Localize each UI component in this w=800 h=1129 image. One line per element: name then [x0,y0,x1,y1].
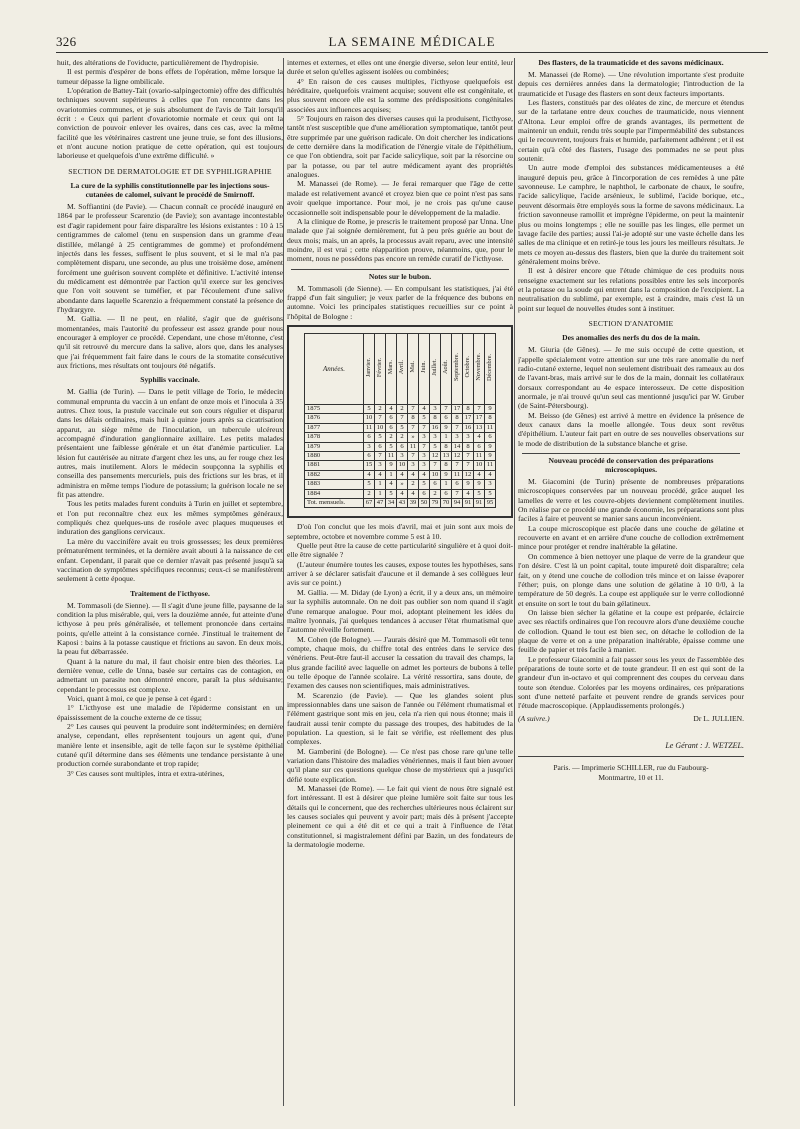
table-row [305,423,496,432]
count-cell: 3 [397,451,408,460]
count-cell: 2 [408,480,419,489]
paragraph: M. Tommasoli (de Sienne). — En compulsant les statistiques, j'ai été frappé d'un fait singulier; je veux parler de la fréquence des bubons en automne. Voici les principales statistiques recueillies sur ce point à l'hôpital de Bologne : [287,283,513,321]
count-cell: 11 [386,451,397,460]
count-cell: 67 [364,499,375,508]
count-cell: 2 [386,433,397,442]
count-cell: 5 [419,480,430,489]
article-heading: Nouveau procédé de conservation des préparations microscopiques. [522,453,740,474]
count-cell: 6 [375,442,386,451]
count-cell: 6 [452,480,463,489]
count-cell: 12 [452,451,463,460]
table-row [305,433,496,442]
count-cell: 9 [441,423,452,432]
count-cell: 3 [452,433,463,442]
year-cell: 1879 [305,442,364,451]
count-cell: 6 [386,414,397,423]
count-cell: 8 [408,414,419,423]
month-label: Novembre. [474,353,482,382]
count-cell: 1 [375,480,386,489]
section-title: SECTION D'ANATOMIE [588,318,674,328]
count-cell: 3 [485,480,496,489]
bubon-statistics-table [304,333,496,508]
count-cell: 4 [408,489,419,498]
month-label: Août. [441,360,449,375]
count-cell: 7 [463,451,474,460]
table-row [305,489,496,498]
column-2 [287,58,513,1108]
paragraph: Voici, quant à moi, ce que je pense à cet égard : [67,693,212,703]
count-cell: 7 [408,451,419,460]
paragraph: 3° Ces causes sont multiples, intra et extra-utérines, [67,768,225,778]
month-label: Juin. [419,361,427,374]
article-heading: La cure de la syphilis constitutionnelle par les injections sous-cutanées de calomel, suivant le procédé de Smirnoff. [70,181,270,200]
count-cell: 3 [463,433,474,442]
month-header [364,333,375,404]
table-row [305,404,496,413]
count-cell: 11 [474,451,485,460]
paragraph: On laisse bien sécher la gélatine et la coupe est préparée, éclaircie avec ses réactifs ordinaires que l'on recouvre alors d'une deuxième couche de collodion. Quand le tout est bien sec, on détache le collodion de la plaque de verre et on a une préparation inaltérable, épaisse comme une feuille de papier et très facile à manier. [518,607,744,655]
month-label: Mars. [386,360,394,375]
paragraph: M. Manassei (de Rome). — Une révolution importante s'est produite depuis ces dernières années dans la dermatologie; l'introduction de la traumaticide et l'usage des flasters en sont deux facteurs importants. [518,70,744,98]
count-cell: 95 [485,499,496,508]
divider [518,756,744,757]
count-cell: 10 [430,470,441,479]
count-cell: 16 [430,423,441,432]
count-cell: 7 [375,451,386,460]
count-cell: 7 [408,404,419,413]
count-cell: 12 [430,451,441,460]
count-cell: 4 [397,470,408,479]
paragraph: M. Gallia. — M. Diday (de Lyon) a écrit, il y a deux ans, un mémoire sur la syphilis automnale. On ne doit pas oublier son nom quand il s'agit d'une remarque analogue. Pour moi, adoptant pleinement les idées du maître lyonnais, j'ai quelques tendances à accuser l'état rhumatismal que l'automne réveille fortement. [287,587,513,635]
paragraph: 4° En raison de ces causes multiples, l'icthyose quelquefois est héréditaire, quelquefois vraiment acquise; souvent elle est congénitale, et plus souvent encore elle est la somme des prédispositions congénitales associées aux influences acquises; [287,76,513,114]
count-cell: 4 [474,433,485,442]
printer-line-2: Montmartre, 10 et 11. [598,772,664,782]
table-row [305,470,496,479]
count-cell: 11 [485,423,496,432]
count-cell: 1 [441,433,452,442]
count-cell: 13 [441,451,452,460]
count-cell: 6 [386,423,397,432]
column-rule [514,58,515,1106]
table-body [305,404,496,507]
article-heading: Des flasters, de la traumaticide et des savons médicinaux. [538,58,724,67]
paragraph: La mère du vaccinifère avait eu trois grossesses; les deux premières prématurément terminées, et la dernière avait abouti à la naissance de cet enfant. Cependant, il parait que ce dernier n'avait pas présenté jusqu'à sa vaccination de symptômes spécifiques reconnus; ceux-ci se manifestèrent seulement à cette époque. [57,536,283,584]
paragraph: Tous les petits malades furent conduits à Turin en juillet et septembre, et l'on put reconnaître chez eux les mêmes symptômes généraux, compliqués chez quelques-uns de roséole avec plaques muqueuses et induration des ganglions cervicaux. [57,499,283,537]
count-cell: 3 [430,404,441,413]
month-label: Juillet. [430,358,438,376]
count-cell: 9 [386,461,397,470]
count-cell: 1 [441,480,452,489]
year-cell: 1882 [305,470,364,479]
count-cell: 91 [463,499,474,508]
year-cell: 1875 [305,404,364,413]
count-cell: 9 [485,404,496,413]
count-cell: 11 [452,470,463,479]
count-cell: 3 [375,461,386,470]
article-heading: Syphilis vaccinale. [140,375,200,385]
month-header [485,333,496,404]
paragraph: M. Manassei (de Rome). — Je ferai remarquer que l'âge de cette malade est relativement avancé et croyez bien que ce point n'est pas sans avoir quelque importance. Pour moi, je ne crois pas qu'une cause occasionnelle soit indispensable pour le développement de la maladie. [287,179,513,217]
paragraph: 1° L'icthyose est une maladie de l'épiderme consistant en un épaississement de la couche externe de ce tissu; [57,703,283,722]
count-cell: 7 [408,423,419,432]
count-cell: 2 [375,404,386,413]
count-cell: 2 [397,433,408,442]
printer-imprint [518,763,744,782]
count-cell: 7 [463,461,474,470]
table-row [305,451,496,460]
month-header [441,333,452,404]
count-cell: 10 [397,461,408,470]
count-cell: 7 [375,414,386,423]
count-cell: 9 [485,442,496,451]
paragraph: D'où l'on conclut que les mois d'avril, mai et juin sont aux mois de septembre, octobre et novembre comme 5 est à 10. [287,522,513,541]
paragraph: Il est permis d'espérer de bons effets de l'opération, même lorsque la tumeur dépasse la ligne ombilicale. [57,67,283,86]
count-cell: 39 [408,499,419,508]
column-rule [283,58,284,1106]
count-cell: 4 [386,404,397,413]
paragraph: La coupe microscopique est placée dans une couche de gélatine et recouverte en avant et en arrière d'une couche de collodion extrêmement mince pour protéger et rendre inaltérable la gélatine. [518,523,744,552]
count-cell: 5 [430,442,441,451]
count-cell: 11 [485,461,496,470]
paragraph: internes et externes, et elles ont une énergie diverse, selon leur entité, leur durée et selon qu'elles agissent isolées ou combinées; [287,58,513,77]
paragraph: M. Manassei (de Rome). — Le fait qui vient de nous être signalé est fort intéressant. Il est à désirer que pleine lumière soit faite sur tous les détails qui le concernent, que des recherches ultérieures nous éclairent sur les causes sociales qui peuvent y avoir part; mais dès à présent j'accepte pleinement ce qui a été dit et ce qui a trait à l'influence de l'état constitutionnel, si magistralement défini par Bazin, un des fondateurs de la dermatologie moderne. [287,784,513,850]
count-cell: 1 [375,489,386,498]
month-header [463,333,474,404]
article-signoff [518,714,744,723]
paragraph: M. Giacomini (de Turin) présente de nombreuses préparations microscopiques conservées par un nouveau procédé, grâce auquel les lamelles de verre et les couvre-objets deviennent complètement inutiles. On réalise par ce procédé une grande économie, les préparations sont plus faciles à faire et peuvent se manier sans aucun inconvénient. [518,477,744,524]
count-cell: 6 [474,442,485,451]
paragraph: A la clinique de Rome, je prescris le traitement proposé par Unna. Une malade que j'ai soignée dernièrement, fut à peu près guérie au bout de deux mois; mais, un an après, la processus avait reparu, avec une intensité moindre, il est vrai ; cette réapparition prouve, néanmoins, que, pour le moment, nous ne possédons pas encore un remède curatif de l'icthyose. [287,216,513,264]
count-cell: 7 [419,442,430,451]
count-cell: 34 [386,499,397,508]
count-cell: 4 [474,470,485,479]
count-cell: 4 [375,470,386,479]
count-cell: 10 [474,461,485,470]
count-cell: 5 [364,404,375,413]
count-cell: 7 [419,423,430,432]
count-cell: 9 [441,470,452,479]
paragraph: On commence à bien nettoyer une plaque de verre de la grandeur que l'on désire. C'est là un point capital, toute impureté doit disparaître; cela fait, on y étend une couche de collodion très mince et on laisse évaporer l'éther; puis, on plonge dans une solution de gélatine à 10 0/0, à la température de 50 degrés. La coupe est appliquée sur le verre collodionné et ensuite on sort le tout du bain gélatineux. [518,551,744,608]
count-cell: 70 [441,499,452,508]
table-header-row [305,333,496,404]
author-signature: Dr L. JULLIEN. [693,713,744,723]
printer-line-1: Paris. — Imprimerie SCHILLER, rue du Faubourg- [553,763,709,773]
paragraph: M. Gallia. — Il ne peut, en réalité, s'agir que de guérisons momentanées, mais l'autorité du professeur est assez grande pour nous encourager à employer ce procédé. Cependant, une chose m'étonne, c'est qu'il sit retrouvé du mercure dans la salive, alors que, dans les analyses que j'ai fréquemment fait faire dans le cours de la stomatite consécutive aux frictions, mes résultats ont toujours été négatifs. [57,314,283,370]
month-header [474,333,485,404]
month-label: Septembre. [452,353,460,382]
count-cell: 2 [397,404,408,413]
paragraph: Les flasters, constitués par des oléates de zinc, de mercure et étendus sur de la tarlatane entre deux couches de traumaticide, nous viennent d'Altona. Leur emploi offre de grands avantages, ils permettent de maintenir un enduit, rendu très souple par l'imperméabilité des substances qui le recouvrent, toujours frais et humide, parfaitement adhérent ; et il est certain qu'à côté des flasters, l'usage des pommades ne se peut plus soutenir. [518,98,744,164]
count-cell: 3 [408,461,419,470]
count-cell: » [408,433,419,442]
month-header [419,333,430,404]
month-label: Octobre. [463,356,471,378]
page-header [56,30,768,53]
to-be-continued: (A suivre.) [518,713,550,723]
count-cell: 6 [485,433,496,442]
year-cell: 1883 [305,480,364,489]
month-label: Décembre. [485,353,493,381]
count-cell: 50 [419,499,430,508]
count-cell: 8 [430,414,441,423]
count-cell: 17 [452,404,463,413]
count-cell: 2 [430,489,441,498]
count-cell: 94 [452,499,463,508]
paragraph: 2° Les causes qui peuvent la produire sont indéterminées; en dernière analyse, cependant, elles représentent toujours un agent qui, d'une manière lente et insensible, agit de telle façon sur le système épithélial cutané qu'il détermine dans ses éléments une tendance persistante à une production cornée surabondante et trop rapide; [57,722,283,769]
year-cell: Tot. mensuels. [305,499,364,508]
bubon-statistics-frame [287,325,513,518]
paragraph: M. Soffiantini (de Pavie). — Chacun connaît ce procédé inauguré en 1864 par le professeur Scarenzio (de Pavie); son avantage incontestable est d'agir rapidement pour faire disparaître les lésions existantes : 10 à 15 centigrammes de calomel (tenu en suspension dans un gramme d'eau distillée, mélangé à 25 centigrammes de gomme) et profondément injectés dans les fesses, suffisent le plus souvent, et si le mal n'a pas complètement disparu, une seconde, au plus une troisième dose, amènent forcément une guérison souvent complète et définitive. L'activité intense du médicament est démontrée par l'action qu'il exerce sur les gencives que l'on voit souvent se tuméfier, et par l'écoulement d'une salive abondante dans laquelle Scarenzio a fréquemment constaté la présence de l'hydrargyre. [57,202,283,314]
count-cell: 10 [375,423,386,432]
count-cell: 3 [419,433,430,442]
count-cell: 16 [463,423,474,432]
paragraph: 5° Toujours en raison des diverses causes qui la produisent, l'icthyose, tantôt n'est susceptible que d'une amélioration symptomatique, tantôt peut être supprimée par une guérison radicale. On doit chercher les indications de cette dernière dans la modification de l'énergie vitale de l'épithélium, ce que l'on obtiendra, soit par l'acide salicylique, soit par la résorcine ou par la potasse, ou par tel autre médicament ayant des propriétés analogues. [287,114,513,180]
count-cell: 5 [386,442,397,451]
paragraph: M. Cohen (de Bologne). — J'aurais désiré que M. Tommasoli eût tenu compte, chaque mois, du chiffre total des entrées dans le service des vénériens. Peut-être faut-il accuser la cessation du travail des champs, la plus grande facilité avec laquelle on admet les porteurs de bubons à telle ou telle époque de l'année scolaire. La vérité ressortira, sans doute, de l'examen des causes non scientifiques, mais administratives. [287,634,513,691]
month-header [386,333,397,404]
count-cell: 6 [441,414,452,423]
count-cell: 7 [430,461,441,470]
count-cell: 91 [474,499,485,508]
paragraph: M. Giuria (de Gênes). — Je me suis occupé de cette question, et j'appelle spécialement votre attention sur une très rare anomalie du nerf radio-cutané externe, lequel non seulement distribuait des rameaux au dos de l'avant-bras, mais arrivé sur le dos de la main, donnait les collatéraux dorsaux correspondant au 4e espace interosseux. De cette disposition anormale, je n'ai trouvé qu'un seul cas mentionné jusqu'ici par W. Gruber (de Saint-Pétersbourg). [518,345,744,411]
month-header [375,333,386,404]
count-cell: 6 [441,489,452,498]
count-cell: 13 [474,423,485,432]
table-row [305,442,496,451]
count-cell: » [397,480,408,489]
managing-editor: Le Gérant : J. WETZEL. [665,741,744,750]
count-cell: 6 [364,433,375,442]
paragraph: Quelle peut être la cause de cette particularité singulière et à quoi doit-elle être signalée ? [287,541,513,560]
count-cell: 7 [452,489,463,498]
count-cell: 8 [441,461,452,470]
count-cell: 3 [430,433,441,442]
count-cell: 5 [419,414,430,423]
count-cell: 6 [364,451,375,460]
count-cell: 8 [463,404,474,413]
count-cell: 7 [441,404,452,413]
count-cell: 12 [463,470,474,479]
page-number: 326 [56,34,77,49]
month-label: Avril. [397,360,405,375]
count-cell: 6 [397,442,408,451]
count-cell: 17 [474,414,485,423]
year-cell: 1878 [305,433,364,442]
paragraph: M. Scarenzio (de Pavie). — Que les glandes soient plus impressionnables dans une saison de l'année ou l'élément rhumatismal et l'élément gastrique sont mis en jeu, cela n'a rien qui nous étonne; mais il faudrait aussi tenir compte du passage des troupes, des habitudes de la population. La question, si le fait se vérifie, est réellement des plus complexes. [287,690,513,747]
count-cell: 5 [397,423,408,432]
count-cell: 43 [397,499,408,508]
count-cell: 6 [430,480,441,489]
count-cell: 4 [386,480,397,489]
count-cell: 11 [408,442,419,451]
count-cell: 1 [386,470,397,479]
column-1 [57,58,283,1108]
count-cell: 5 [375,433,386,442]
table-row [305,480,496,489]
count-cell: 9 [485,451,496,460]
article-heading: Des anomalies des nerfs du dos de la main. [562,333,700,343]
count-cell: 4 [408,470,419,479]
count-cell: 5 [386,489,397,498]
year-cell: 1881 [305,461,364,470]
paragraph: Il est à désirer encore que l'étude chimique de ces produits nous renseigne exactement sur les relations possibles entre les sels incorporés et la potasse ou la soude qui entrent dans la composition de l'excipient. La neutralisation du sublimé, par exemple, est à craindre, mais c'est là un point sur lequel de nouvelles études sont à instituer. [518,266,744,313]
count-cell: 7 [452,461,463,470]
article-heading: Notes sur le bubon. [291,269,509,281]
month-header [408,333,419,404]
month-label: Janvier. [364,357,372,377]
count-cell: 9 [463,480,474,489]
count-cell: 3 [419,461,430,470]
month-label: Février. [375,357,383,377]
count-cell: 6 [419,489,430,498]
paragraph: M. Gallia (de Turin). — Dans le petit village de Torio, le médecin communal emprunta du vaccin à un enfant de onze mois et l'inocula à 35 autres. Chez tous, la pustule vaccinale eut son cours régulier et disparut dans les délais ordinaires, mais huit à quinze jours après sa cicatrisation apparut, au siège même de l'inoculation, un tubercule ulcéreux accompagné d'induration ganglionnaire axillaire. Les petits malades présentaient une faiblesse générale et un état d'anémie particulier. La lésion fut cautérisée au nitrate d'argent chez les uns, au fer rouge chez les autres, mais inutilement. Alors le médecin soupçonna la syphilis et conseilla des pansements mercuriels, puis des frictions sur les bras, et il administra en même temps l'iodure de potassium; la guérison locale ne se fit pas attendre. [57,387,283,500]
paragraph: Un autre mode d'emploi des substances médicamenteuses a été inauguré depuis peu, grâce à l'incorporation de ces remèdes à une pâte savonneuse. Le camphre, le naphthol, le carbonate de chaux, le soufre, l'acide salicylique, l'acide arsénieux, le sublimé, l'acide borique, etc., peuvent désormais être employés sous la forme de savons médicinaux. La friction savonneuse ramollit et imprègne l'épiderme, on peut la maintenir plus ou moins longtemps ; elle ne souille pas les linges, elle permet un lavage facile des parties; aussi l'ai-je adopté sur une vaste échelle dans les salles de ma clinique et en retiré-je tous les jours les meilleurs résultats. Je mets ce moyen au-dessus des flasters, bien que la durée du traitement soit généralement moins brève. [518,163,744,266]
count-cell: 9 [474,480,485,489]
year-cell: 1877 [305,423,364,432]
count-cell: 8 [452,414,463,423]
year-cell: 1884 [305,489,364,498]
year-cell: 1880 [305,451,364,460]
year-cell: 1876 [305,414,364,423]
count-cell: 4 [463,489,474,498]
paragraph: huit, des altérations de l'oviducte, particulièrement de l'hydropisie. [57,58,259,67]
count-cell: 5 [485,489,496,498]
paragraph: M. Gamberini (de Bologne). — Ce n'est pas chose rare qu'une telle variation dans l'histoire des maladies vénériennes, mais il faut bien avouer qu'il plane sur ces questions quelque chose de mystérieux qui a jusqu'ici défié toute explication. [287,746,513,784]
table-row [305,499,496,508]
month-header [397,333,408,404]
count-cell: 4 [397,489,408,498]
count-cell: 15 [364,461,375,470]
month-header [430,333,441,404]
count-cell: 5 [474,489,485,498]
column-3 [518,58,744,1108]
count-cell: 47 [375,499,386,508]
count-cell: 17 [463,414,474,423]
paragraph: L'opération de Battey-Tait (ovario-salpingectomie) offre des difficultés techniques souvent supérieures à celles que l'on rencontre dans les ovariotomies communes, et je suis absolument de l'avis de Tait lorsqu'il écrit : « Ceux qui parlent d'ovariotomie normale et ceux qui ont la conviction de pouvoir enlever les ovaires, dans ces cas, avec la même facilité que les vétérinaires castrent une jeune truie, se font des illusions, et n'ont aucune notion pratique de cette opération, qui est toujours laborieuse et quelquefois d'une extrême difficulté. » [57,86,283,161]
count-cell: 79 [430,499,441,508]
count-cell: 8 [485,414,496,423]
month-label: Mai. [408,361,416,373]
journal-title: LA SEMAINE MÉDICALE [328,34,496,49]
count-cell: 4 [419,404,430,413]
count-cell: 8 [441,442,452,451]
count-cell: 3 [419,451,430,460]
count-cell: 7 [474,404,485,413]
count-cell: 3 [364,442,375,451]
count-cell: 2 [364,489,375,498]
paragraph: Quant à la nature du mal, il faut choisir entre bien des théories. La dernière venue, celle de Unna, basée sur certains cas de contagion, en admettant un parasite non démontré encore, paraît la plus séduisante; cependant le processus est complexe. [57,656,283,694]
count-cell: 5 [364,480,375,489]
count-cell: 4 [485,470,496,479]
count-cell: 4 [364,470,375,479]
year-column-header: Années. [305,333,364,404]
paragraph: Le professeur Giacomini a fait passer sous les yeux de l'assemblée des préparations de toute sorte et de toute grandeur. Il en est qui sont de la grandeur d'un in-octavo et qui comprennent des coupes du cerveau dans toute son étendue. Colorées par les moyens ordinaires, ces préparations sont d'une netteté parfaite et peuvent rendre de grands services pour l'étude macroscopique. (Applaudissements prolongés.) [518,654,744,711]
count-cell: 11 [364,423,375,432]
article-heading: Traitement de l'icthyose. [130,588,210,598]
count-cell: 14 [452,442,463,451]
section-title: SECTION DE DERMATOLOGIE ET DE SYPHILIGRAPHIE [68,166,272,176]
count-cell: 7 [452,423,463,432]
count-cell: 4 [419,470,430,479]
count-cell: 10 [364,414,375,423]
paragraph: M. Tommasoli (de Sienne). — Il s'agit d'une jeune fille, paysanne de la condition la plus misérable, qui, vers la douzième année, fut atteinte d'une icthyose à peu près généralisée, et tellement prononcée dans certains points, qu'elle atteint à la consistance cornée. J'institual le traitement de Kaposi : bains à la potasse caustique et frictions au savon. En deux mois, la peau fut débarrassée. [57,600,283,657]
table-row [305,461,496,470]
month-header [452,333,463,404]
paragraph: M. Beisso (de Gênes) est arrivé à mettre en évidence la présence de deux canaux dans la moelle allongée. Tous deux sont revêtus d'épithélium. L'auteur fait part en outre de ses nouvelles observations sur le mode de distribution de la substance blanche et grise. [518,410,744,448]
table-row [305,414,496,423]
count-cell: 8 [463,442,474,451]
count-cell: 7 [397,414,408,423]
paragraph: (L'auteur énumère toutes les causes, expose toutes les hypothèses, sans arriver à se déclarer satisfait d'aucune et il demande à ses collègues leur avis sur ce point.) [287,559,513,588]
